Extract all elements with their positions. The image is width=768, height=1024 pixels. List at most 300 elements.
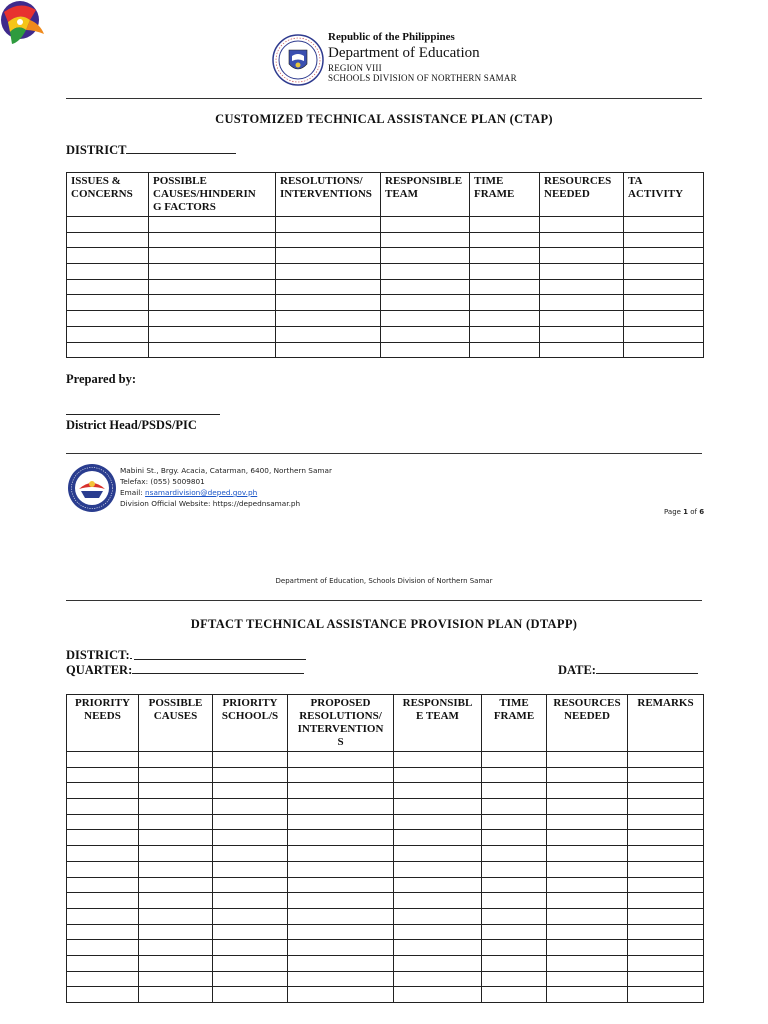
ctap-blank-cell[interactable]	[624, 326, 704, 342]
header-divider	[66, 98, 702, 99]
dtapp-blank-cell[interactable]	[394, 846, 482, 862]
ctap-column-header	[149, 173, 276, 217]
dtapp-date-blank[interactable]	[596, 662, 698, 674]
dtapp-blank-cell[interactable]	[628, 893, 704, 909]
dtapp-table-row	[67, 955, 704, 971]
page-total: 6	[699, 508, 705, 516]
dtapp-blank-cell[interactable]	[139, 924, 213, 940]
dtapp-blank-cell[interactable]	[628, 955, 704, 971]
dtapp-blank-cell[interactable]	[139, 955, 213, 971]
dtapp-district-line	[66, 647, 132, 663]
dtapp-table-row	[67, 971, 704, 987]
dtapp-blank-cell[interactable]	[482, 799, 547, 815]
ctap-blank-cell[interactable]	[381, 232, 470, 248]
dtapp-blank-cell[interactable]	[482, 908, 547, 924]
dtapp-blank-cell[interactable]	[288, 987, 394, 1003]
department-footer: Department of Education, Schools Division of Northern Samar	[275, 577, 493, 585]
dtapp-blank-cell[interactable]	[394, 861, 482, 877]
ctap-blank-cell[interactable]	[276, 326, 381, 342]
ctap-column-header	[624, 173, 704, 217]
dtapp-blank-cell[interactable]	[394, 971, 482, 987]
dtapp-header-line: RESOURCES	[553, 697, 621, 709]
ctap-header-line: TA	[628, 175, 643, 187]
ctap-blank-cell[interactable]	[67, 295, 149, 311]
dtapp-table-row	[67, 861, 704, 877]
dtapp-blank-cell[interactable]	[139, 908, 213, 924]
ctap-blank-cell[interactable]	[276, 295, 381, 311]
ctap-blank-cell[interactable]	[624, 217, 704, 233]
dtapp-blank-cell[interactable]	[628, 940, 704, 956]
dtapp-table-row	[67, 987, 704, 1003]
dtapp-blank-cell[interactable]	[213, 783, 288, 799]
dtapp-blank-cell[interactable]	[288, 814, 394, 830]
dtapp-blank-cell[interactable]	[482, 814, 547, 830]
dtapp-blank-cell[interactable]	[213, 830, 288, 846]
dtapp-column-header	[628, 695, 704, 752]
ctap-header-line: RESOURCES	[544, 175, 612, 187]
dtapp-column-header	[547, 695, 628, 752]
dtapp-blank-cell[interactable]	[547, 940, 628, 956]
ctap-blank-cell[interactable]	[276, 217, 381, 233]
ctap-blank-cell[interactable]	[470, 326, 540, 342]
dtapp-blank-cell[interactable]	[394, 814, 482, 830]
ctap-blank-cell[interactable]	[540, 264, 624, 280]
ctap-header-line: RESOLUTIONS/	[280, 175, 363, 187]
ctap-table-row	[67, 295, 704, 311]
dtapp-blank-cell[interactable]	[67, 814, 139, 830]
dtapp-blank-cell[interactable]	[139, 987, 213, 1003]
dtapp-blank-cell[interactable]	[628, 877, 704, 893]
ctap-blank-cell[interactable]	[624, 264, 704, 280]
ctap-header-line: FRAME	[474, 188, 515, 200]
ctap-blank-cell[interactable]	[624, 295, 704, 311]
ctap-header-line: POSSIBLE	[153, 175, 207, 187]
ctap-header-line: TEAM	[385, 188, 418, 200]
dtapp-header-line: PRIORITY	[74, 697, 130, 709]
dtapp-blank-cell[interactable]	[547, 987, 628, 1003]
ctap-blank-cell[interactable]	[149, 342, 276, 358]
dtapp-blank-cell[interactable]	[482, 987, 547, 1003]
dtapp-blank-cell[interactable]	[288, 971, 394, 987]
dtapp-blank-cell[interactable]	[213, 908, 288, 924]
ctap-column-header	[540, 173, 624, 217]
ctap-district-blank[interactable]	[126, 142, 236, 154]
dtapp-blank-cell[interactable]	[482, 971, 547, 987]
dtapp-blank-cell[interactable]	[139, 940, 213, 956]
dtapp-blank-cell[interactable]	[288, 799, 394, 815]
page2-header-divider	[66, 600, 702, 601]
dtapp-blank-cell[interactable]	[288, 908, 394, 924]
ctap-blank-cell[interactable]	[67, 248, 149, 264]
dtapp-blank-cell[interactable]	[482, 846, 547, 862]
header-republic: Republic of the Philippines	[328, 31, 455, 43]
dtapp-header-line: PRIORITY	[222, 697, 278, 709]
footer-email-label: Email:	[120, 488, 146, 497]
footer-email-line	[120, 488, 257, 497]
ctap-header-line: RESPONSIBLE	[385, 175, 463, 187]
dtapp-blank-cell[interactable]	[67, 783, 139, 799]
dtapp-table-row	[67, 752, 704, 768]
dtapp-blank-cell[interactable]	[67, 830, 139, 846]
dtapp-blank-cell[interactable]	[628, 987, 704, 1003]
ctap-header-line: NEEDED	[544, 188, 590, 200]
ctap-column-header	[276, 173, 381, 217]
ctap-header-line: G FACTORS	[153, 201, 216, 213]
dtapp-blank-cell[interactable]	[482, 877, 547, 893]
dtapp-blank-cell[interactable]	[628, 861, 704, 877]
dtapp-table-row	[67, 846, 704, 862]
dtapp-blank-cell[interactable]	[213, 814, 288, 830]
dtapp-blank-cell[interactable]	[482, 955, 547, 971]
dtapp-blank-cell[interactable]	[628, 752, 704, 768]
dtapp-blank-cell[interactable]	[394, 924, 482, 940]
ctap-blank-cell[interactable]	[470, 217, 540, 233]
dtapp-blank-cell[interactable]	[67, 799, 139, 815]
prepared-by-label: Prepared by:	[66, 372, 137, 386]
dtapp-blank-cell[interactable]	[67, 893, 139, 909]
dtapp-blank-cell[interactable]	[547, 799, 628, 815]
dtapp-blank-cell[interactable]	[482, 940, 547, 956]
ctap-blank-cell[interactable]	[149, 217, 276, 233]
dtapp-district-blank[interactable]	[130, 647, 132, 659]
dtapp-blank-cell[interactable]	[139, 814, 213, 830]
ctap-blank-cell[interactable]	[540, 232, 624, 248]
dtapp-blank-cell[interactable]	[288, 877, 394, 893]
dtapp-blank-cell[interactable]	[547, 955, 628, 971]
dtapp-blank-cell[interactable]	[288, 846, 394, 862]
page-number: Page 1 of 6	[664, 508, 705, 516]
dtapp-blank-cell[interactable]	[67, 846, 139, 862]
dtapp-column-header	[482, 695, 547, 752]
dtapp-blank-cell[interactable]	[394, 783, 482, 799]
dtapp-blank-cell[interactable]	[394, 908, 482, 924]
dtapp-blank-cell[interactable]	[288, 752, 394, 768]
ctap-blank-cell[interactable]	[470, 295, 540, 311]
dtapp-blank-cell[interactable]	[547, 767, 628, 783]
ctap-blank-cell[interactable]	[67, 326, 149, 342]
dtapp-blank-cell[interactable]	[67, 767, 139, 783]
ctap-header-line: TIME	[474, 175, 504, 187]
dtapp-quarter-line	[66, 662, 304, 678]
dtapp-header-line: PROPOSED	[310, 697, 371, 709]
dtapp-blank-cell[interactable]	[139, 861, 213, 877]
dtapp-blank-cell[interactable]	[213, 767, 288, 783]
dtapp-blank-cell[interactable]	[628, 814, 704, 830]
dtapp-table-row	[67, 908, 704, 924]
ctap-blank-cell[interactable]	[67, 264, 149, 280]
ctap-blank-cell[interactable]	[67, 342, 149, 358]
ctap-header-line: INTERVENTIONS	[280, 188, 372, 200]
dtapp-header-line: POSSIBLE	[148, 697, 203, 709]
ctap-blank-cell[interactable]	[540, 295, 624, 311]
dtapp-table-row	[67, 940, 704, 956]
ctap-blank-cell[interactable]	[540, 342, 624, 358]
ctap-blank-cell[interactable]	[276, 342, 381, 358]
ctap-blank-cell[interactable]	[540, 248, 624, 264]
dtapp-header-line: RESPONSIBL	[402, 697, 473, 709]
dtapp-column-header	[288, 695, 394, 752]
ctap-district-label: DISTRICT	[66, 143, 127, 157]
ctap-blank-cell[interactable]	[540, 279, 624, 295]
dtapp-blank-cell[interactable]	[67, 908, 139, 924]
ctap-blank-cell[interactable]	[149, 279, 276, 295]
signatory-label: District Head/PSDS/PIC	[66, 418, 197, 432]
dtapp-table-row	[67, 877, 704, 893]
dtapp-blank-cell[interactable]	[394, 830, 482, 846]
ctap-blank-cell[interactable]	[276, 279, 381, 295]
dtapp-blank-cell[interactable]	[139, 830, 213, 846]
ctap-blank-cell[interactable]	[276, 232, 381, 248]
dtapp-blank-cell[interactable]	[139, 783, 213, 799]
dtapp-district-label: DISTRICT:	[66, 648, 130, 662]
dtapp-blank-cell[interactable]	[139, 893, 213, 909]
dtapp-quarter-blank[interactable]	[132, 662, 304, 674]
dtapp-blank-cell[interactable]	[547, 924, 628, 940]
dtapp-title: DFTACT TECHNICAL ASSISTANCE PROVISION PLAN (DTAPP)	[190, 617, 578, 631]
dtapp-table-row	[67, 893, 704, 909]
ctap-table-row	[67, 342, 704, 358]
dtapp-blank-cell[interactable]	[547, 752, 628, 768]
ctap-blank-cell[interactable]	[381, 248, 470, 264]
dtapp-blank-cell[interactable]	[482, 767, 547, 783]
dtapp-blank-cell[interactable]	[547, 783, 628, 799]
dtapp-blank-cell[interactable]	[67, 971, 139, 987]
dtapp-blank-cell[interactable]	[482, 924, 547, 940]
dtapp-blank-cell[interactable]	[213, 971, 288, 987]
dtapp-column-header	[213, 695, 288, 752]
dtapp-blank-cell[interactable]	[482, 783, 547, 799]
dtapp-date-line	[558, 662, 698, 678]
dtapp-blank-cell[interactable]	[288, 924, 394, 940]
ctap-blank-cell[interactable]	[67, 232, 149, 248]
dtapp-blank-cell[interactable]	[394, 893, 482, 909]
ctap-blank-cell[interactable]	[381, 264, 470, 280]
dtapp-blank-cell[interactable]	[213, 799, 288, 815]
ctap-blank-cell[interactable]	[624, 248, 704, 264]
dtapp-quarter-label: QUARTER:	[66, 663, 133, 677]
ctap-blank-cell[interactable]	[149, 311, 276, 327]
dtapp-blank-cell[interactable]	[547, 893, 628, 909]
ctap-blank-cell[interactable]	[67, 279, 149, 295]
dtapp-blank-cell[interactable]	[288, 783, 394, 799]
dtapp-blank-cell[interactable]	[67, 861, 139, 877]
dtapp-blank-cell[interactable]	[288, 940, 394, 956]
dtapp-blank-cell[interactable]	[394, 752, 482, 768]
dtapp-blank-cell[interactable]	[139, 971, 213, 987]
dtapp-blank-cell[interactable]	[288, 861, 394, 877]
ctap-blank-cell[interactable]	[381, 217, 470, 233]
dtapp-blank-cell[interactable]	[547, 830, 628, 846]
dtapp-blank-cell[interactable]	[288, 955, 394, 971]
dtapp-blank-cell[interactable]	[139, 799, 213, 815]
ctap-blank-cell[interactable]	[540, 217, 624, 233]
ctap-district-line	[66, 142, 236, 158]
ctap-blank-cell[interactable]	[381, 311, 470, 327]
ctap-table-row	[67, 232, 704, 248]
dtapp-blank-cell[interactable]	[547, 846, 628, 862]
header-division: SCHOOLS DIVISION OF NORTHERN SAMAR	[328, 73, 517, 83]
dtapp-blank-cell[interactable]	[139, 752, 213, 768]
ctap-blank-cell[interactable]	[149, 232, 276, 248]
dtapp-blank-cell[interactable]	[482, 893, 547, 909]
dtapp-blank-cell[interactable]	[213, 752, 288, 768]
dtapp-blank-cell[interactable]	[67, 877, 139, 893]
dtapp-blank-cell[interactable]	[547, 877, 628, 893]
ctap-table-row	[67, 248, 704, 264]
ctap-blank-cell[interactable]	[470, 342, 540, 358]
ctap-header-line: CONCERNS	[71, 188, 133, 200]
dtapp-table-row	[67, 830, 704, 846]
dtapp-blank-cell[interactable]	[628, 783, 704, 799]
dtapp-header-line: RESOLUTIONS/	[299, 710, 382, 722]
page-current: 1	[683, 508, 689, 516]
ctap-header-line: ISSUES &	[71, 175, 121, 187]
dtapp-blank-cell[interactable]	[482, 861, 547, 877]
dtapp-blank-cell[interactable]	[394, 877, 482, 893]
footer-divider	[66, 453, 702, 454]
dtapp-blank-cell[interactable]	[213, 877, 288, 893]
dtapp-blank-cell[interactable]	[547, 971, 628, 987]
dtapp-header-line: SCHOOL/S	[221, 710, 279, 722]
dtapp-blank-cell[interactable]	[394, 987, 482, 1003]
ctap-table-row	[67, 217, 704, 233]
ctap-blank-cell[interactable]	[540, 311, 624, 327]
dtapp-blank-cell[interactable]	[213, 846, 288, 862]
dtapp-blank-cell[interactable]	[67, 955, 139, 971]
ctap-blank-cell[interactable]	[149, 248, 276, 264]
division-seal-icon	[67, 463, 117, 513]
ctap-blank-cell[interactable]	[149, 264, 276, 280]
dtapp-table-row	[67, 924, 704, 940]
dtapp-table-row	[67, 767, 704, 783]
division-logo-icon	[0, 0, 46, 48]
dtapp-blank-cell[interactable]	[213, 861, 288, 877]
dtapp-blank-cell[interactable]	[213, 987, 288, 1003]
ctap-blank-cell[interactable]	[67, 311, 149, 327]
dtapp-blank-cell[interactable]	[628, 908, 704, 924]
ctap-blank-cell[interactable]	[470, 232, 540, 248]
dtapp-blank-cell[interactable]	[288, 893, 394, 909]
footer-telefax: Telefax: (055) 5009801	[120, 477, 205, 486]
dtapp-header-line: REMARKS	[637, 697, 694, 709]
signature-line[interactable]	[66, 414, 220, 415]
dtapp-blank-cell[interactable]	[67, 987, 139, 1003]
dtapp-blank-cell[interactable]	[213, 955, 288, 971]
ctap-table	[66, 172, 704, 358]
dtapp-table-row	[67, 814, 704, 830]
dtapp-blank-cell[interactable]	[394, 940, 482, 956]
dtapp-blank-cell[interactable]	[482, 752, 547, 768]
dtapp-blank-cell[interactable]	[547, 908, 628, 924]
ctap-blank-cell[interactable]	[470, 279, 540, 295]
dtapp-blank-cell[interactable]	[628, 846, 704, 862]
header-region: REGION VIII	[328, 63, 382, 73]
ctap-table-row	[67, 279, 704, 295]
dtapp-blank-cell[interactable]	[394, 799, 482, 815]
dtapp-blank-cell[interactable]	[547, 814, 628, 830]
dtapp-header-line: NEEDS	[84, 710, 121, 722]
dtapp-blank-cell[interactable]	[628, 767, 704, 783]
ctap-table-row	[67, 311, 704, 327]
footer-email-link[interactable]: nsamardivision@deped.gov.ph	[145, 488, 258, 497]
ctap-blank-cell[interactable]	[381, 279, 470, 295]
ctap-blank-cell[interactable]	[276, 311, 381, 327]
ctap-column-header	[381, 173, 470, 217]
dtapp-table-row	[67, 799, 704, 815]
dtapp-blank-cell[interactable]	[547, 861, 628, 877]
dtapp-blank-cell[interactable]	[67, 940, 139, 956]
footer-website: Division Official Website: https://depednsamar.ph	[120, 499, 301, 508]
header-department: Department of Education	[328, 45, 480, 61]
ctap-header-line: ACTIVITY	[628, 188, 684, 200]
dtapp-blank-cell[interactable]	[628, 924, 704, 940]
ctap-blank-cell[interactable]	[381, 342, 470, 358]
ctap-blank-cell[interactable]	[470, 248, 540, 264]
ctap-blank-cell[interactable]	[276, 248, 381, 264]
footer-address: Mabini St., Brgy. Acacia, Catarman, 6400, Northern Samar	[120, 466, 332, 475]
ctap-table-row	[67, 326, 704, 342]
dtapp-blank-cell[interactable]	[67, 924, 139, 940]
dtapp-header-line: E TEAM	[416, 710, 459, 722]
dtapp-blank-cell[interactable]	[213, 940, 288, 956]
ctap-blank-cell[interactable]	[624, 311, 704, 327]
dtapp-blank-cell[interactable]	[394, 767, 482, 783]
ctap-blank-cell[interactable]	[67, 217, 149, 233]
dtapp-column-header	[394, 695, 482, 752]
dtapp-date-label: DATE:	[558, 663, 596, 677]
dtapp-blank-cell[interactable]	[482, 830, 547, 846]
ctap-column-header	[470, 173, 540, 217]
ctap-column-header	[67, 173, 149, 217]
dtapp-column-header	[67, 695, 139, 752]
dtapp-header-line: S	[337, 736, 344, 748]
ctap-blank-cell[interactable]	[624, 279, 704, 295]
ctap-header-line: CAUSES/HINDERIN	[153, 188, 256, 200]
dtapp-blank-cell[interactable]	[67, 752, 139, 768]
ctap-blank-cell[interactable]	[149, 326, 276, 342]
dtapp-header-line: FRAME	[493, 710, 535, 722]
dtapp-header-line: NEEDED	[564, 710, 610, 722]
dtapp-blank-cell[interactable]	[139, 877, 213, 893]
ctap-blank-cell[interactable]	[381, 326, 470, 342]
dtapp-column-header	[139, 695, 213, 752]
dtapp-blank-cell[interactable]	[628, 830, 704, 846]
ctap-blank-cell[interactable]	[540, 326, 624, 342]
ctap-blank-cell[interactable]	[149, 295, 276, 311]
ctap-blank-cell[interactable]	[470, 264, 540, 280]
dtapp-header-line: INTERVENTION	[297, 723, 384, 735]
ctap-table-row	[67, 264, 704, 280]
deped-seal-icon	[272, 34, 324, 86]
ctap-blank-cell[interactable]	[624, 232, 704, 248]
dtapp-table-row	[67, 783, 704, 799]
dtapp-blank-cell[interactable]	[628, 971, 704, 987]
ctap-blank-cell[interactable]	[624, 342, 704, 358]
ctap-title: CUSTOMIZED TECHNICAL ASSISTANCE PLAN (CTAP)	[215, 112, 553, 126]
dtapp-blank-cell[interactable]	[139, 767, 213, 783]
dtapp-blank-cell[interactable]	[394, 955, 482, 971]
dtapp-blank-cell[interactable]	[213, 924, 288, 940]
ctap-blank-cell[interactable]	[276, 264, 381, 280]
dtapp-blank-cell[interactable]	[288, 830, 394, 846]
dtapp-blank-cell[interactable]	[139, 846, 213, 862]
ctap-blank-cell[interactable]	[381, 295, 470, 311]
dtapp-district-underline	[134, 659, 306, 660]
dtapp-blank-cell[interactable]	[213, 893, 288, 909]
dtapp-blank-cell[interactable]	[288, 767, 394, 783]
dtapp-blank-cell[interactable]	[628, 799, 704, 815]
ctap-blank-cell[interactable]	[470, 311, 540, 327]
